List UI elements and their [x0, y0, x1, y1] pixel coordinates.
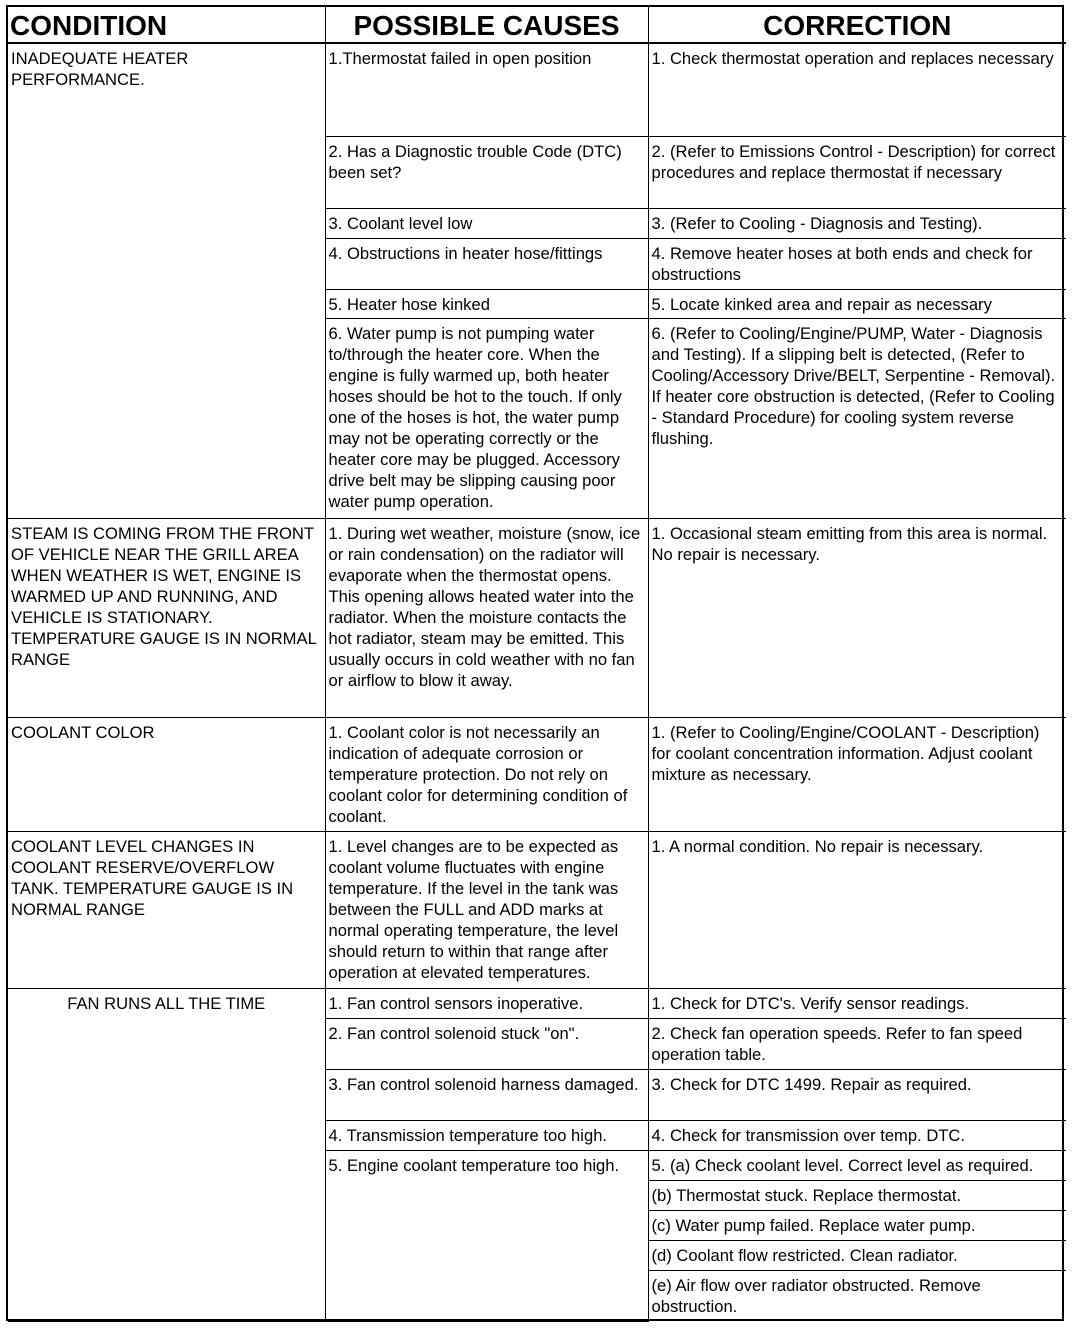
condition-cell: STEAM IS COMING FROM THE FRONT OF VEHICLE NEAR THE GRILL AREA WHEN WEATHER IS WET, ENGINE IS WARMED UP AND RUNNING, AND VEHICLE IS STATIONARY. TEMPERATURE GAUGE IS IN NORMAL RANGE — [8, 518, 325, 717]
correction-cell: 1. Check thermostat operation and replaces necessary — [648, 43, 1066, 136]
correction-cell: 1. Occasional steam emitting from this area is normal. No repair is necessary. — [648, 518, 1066, 717]
correction-cell: 3. Check for DTC 1499. Repair as required. — [648, 1069, 1066, 1120]
diagnosis-table-sheet — [6, 5, 1064, 1321]
correction-cell: 5. (a) Check coolant level. Correct level as required. — [648, 1150, 1066, 1180]
correction-cell: 1. A normal condition. No repair is necessary. — [648, 831, 1066, 988]
correction-cell: (e) Air flow over radiator obstructed. Remove obstruction. — [648, 1270, 1066, 1321]
correction-cell: 5. Locate kinked area and repair as necessary — [648, 289, 1066, 318]
header-possible-causes: POSSIBLE CAUSES — [325, 7, 648, 43]
cause-cell: 1.Thermostat failed in open position — [325, 43, 648, 136]
table-row — [8, 717, 1066, 831]
correction-cell: (c) Water pump failed. Replace water pump. — [648, 1210, 1066, 1240]
correction-cell: 2. (Refer to Emissions Control - Description) for correct procedures and replace thermostat if necessary — [648, 136, 1066, 208]
cause-cell: 1. Level changes are to be expected as coolant volume fluctuates with engine temperature. If the level in the tank was between the FULL and ADD marks at normal operating temperature, the level should return to within that range after operation at elevated temperatures. — [325, 831, 648, 988]
header-row — [8, 7, 1066, 43]
condition-cell: FAN RUNS ALL THE TIME — [8, 988, 325, 1321]
cause-cell: 1. Coolant color is not necessarily an indication of adequate corrosion or temperature protection. Do not rely on coolant color for determining condition of coolant. — [325, 717, 648, 831]
cause-cell: 5. Heater hose kinked — [325, 289, 648, 318]
cause-cell: 4. Obstructions in heater hose/fittings — [325, 238, 648, 289]
table-row — [8, 43, 1066, 136]
condition-cell: COOLANT COLOR — [8, 717, 325, 831]
cause-cell: 3. Fan control solenoid harness damaged. — [325, 1069, 648, 1120]
correction-cell: 1. Check for DTC's. Verify sensor readings. — [648, 988, 1066, 1018]
cause-cell: 6. Water pump is not pumping water to/through the heater core. When the engine is fully warmed up, both heater hoses should be hot to the touch. If only one of the hoses is hot, the water pump may not be operating correctly or the heater core may be plugged. Accessory drive belt may be slipping causing poor water pump operation. — [325, 318, 648, 518]
correction-cell: 2. Check fan operation speeds. Refer to fan speed operation table. — [648, 1018, 1066, 1069]
header-correction: CORRECTION — [648, 7, 1066, 43]
correction-cell: (b) Thermostat stuck. Replace thermostat. — [648, 1180, 1066, 1210]
correction-cell: (d) Coolant flow restricted. Clean radiator. — [648, 1240, 1066, 1270]
table-row — [8, 518, 1066, 717]
table-row — [8, 831, 1066, 988]
condition-cell: COOLANT LEVEL CHANGES IN COOLANT RESERVE/OVERFLOW TANK. TEMPERATURE GAUGE IS IN NORMAL RANGE — [8, 831, 325, 988]
cause-cell: 1. During wet weather, moisture (snow, ice or rain condensation) on the radiator will evaporate when the thermostat opens. This opening allows heated water into the radiator. When the moisture contacts the hot radiator, steam may be emitted. This usually occurs in cold weather with no fan or airflow to blow it away. — [325, 518, 648, 717]
cause-cell: 4. Transmission temperature too high. — [325, 1120, 648, 1150]
cause-cell: 2. Fan control solenoid stuck "on". — [325, 1018, 648, 1069]
correction-cell: 3. (Refer to Cooling - Diagnosis and Testing). — [648, 208, 1066, 238]
diagnosis-table — [8, 7, 1066, 1322]
correction-cell: 4. Check for transmission over temp. DTC. — [648, 1120, 1066, 1150]
cause-cell: 5. Engine coolant temperature too high. — [325, 1150, 648, 1321]
correction-cell: 1. (Refer to Cooling/Engine/COOLANT - Description) for coolant concentration information. Adjust coolant mixture as necessary. — [648, 717, 1066, 831]
condition-cell: INADEQUATE HEATER PERFORMANCE. — [8, 43, 325, 518]
table-row — [8, 988, 1066, 1018]
header-condition: CONDITION — [8, 7, 325, 43]
cause-cell: 1. Fan control sensors inoperative. — [325, 988, 648, 1018]
correction-cell: 4. Remove heater hoses at both ends and check for obstructions — [648, 238, 1066, 289]
cause-cell: 3. Coolant level low — [325, 208, 648, 238]
correction-cell: 6. (Refer to Cooling/Engine/PUMP, Water - Diagnosis and Testing). If a slipping belt is detected, (Refer to Cooling/Accessory Drive/BELT, Serpentine - Removal). If heater core obstruction is detected, (Refer to Cooling - Standard Procedure) for cooling system reverse flushing. — [648, 318, 1066, 518]
cause-cell: 2. Has a Diagnostic trouble Code (DTC) been set? — [325, 136, 648, 208]
